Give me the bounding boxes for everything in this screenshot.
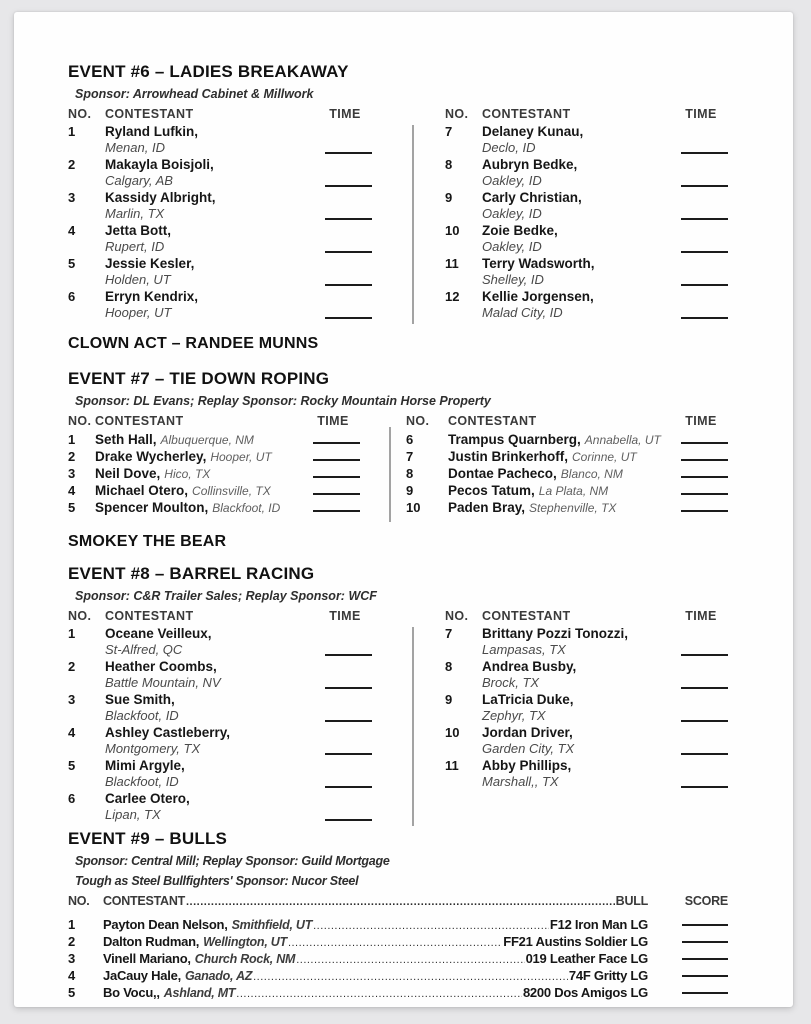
roster-row bbox=[68, 289, 372, 322]
contestant-city: Wellington, UT bbox=[203, 935, 287, 949]
roster-row bbox=[406, 482, 728, 499]
roster-columns bbox=[68, 413, 728, 516]
contestant-number: 4 bbox=[68, 223, 76, 238]
contestant-name: Jordan Driver, bbox=[482, 725, 573, 740]
contestant-city: Blackfoot, ID bbox=[212, 501, 281, 515]
event-title: EVENT #6 – LADIES BREAKAWAY bbox=[68, 62, 349, 81]
contestant-name: Brittany Pozzi Tonozzi, bbox=[482, 626, 628, 641]
time-blank bbox=[325, 251, 372, 253]
dot-leader bbox=[253, 971, 568, 983]
header-time: TIME bbox=[329, 107, 361, 121]
roster-row bbox=[68, 448, 360, 465]
contestant-city: Marshall,, TX bbox=[482, 774, 559, 789]
header-contestant: CONTESTANT bbox=[105, 107, 194, 121]
contestant-number: 8 bbox=[406, 466, 414, 481]
time-blank bbox=[325, 753, 372, 755]
contestant-name: Terry Wadsworth, bbox=[482, 256, 595, 271]
time-blank bbox=[325, 786, 372, 788]
roster-row bbox=[68, 758, 372, 791]
header-no: NO. bbox=[406, 414, 430, 428]
column-divider bbox=[389, 427, 391, 522]
time-blank bbox=[681, 493, 728, 495]
contestant-city: Ashland, MT bbox=[163, 986, 236, 1000]
contestant-number: 1 bbox=[68, 432, 76, 447]
contestant-name: Drake Wycherley, bbox=[95, 449, 207, 464]
event-section bbox=[68, 563, 745, 824]
contestant-name: Justin Brinkerhoff, bbox=[448, 449, 569, 464]
time-blank bbox=[325, 317, 372, 319]
contestant-city: Lampasas, TX bbox=[482, 642, 566, 657]
time-blank bbox=[681, 442, 728, 444]
event-section bbox=[68, 61, 745, 322]
sponsor-line: Sponsor: DL Evans; Replay Sponsor: Rocky Mountain Horse Property bbox=[75, 394, 491, 408]
roster-row bbox=[68, 256, 372, 289]
header-time: TIME bbox=[685, 609, 717, 623]
contestant-city: Hooper, UT bbox=[105, 305, 172, 320]
contestant-city: St-Alfred, QC bbox=[105, 642, 183, 657]
contestant-city: Hico, TX bbox=[164, 467, 211, 481]
time-blank bbox=[325, 185, 372, 187]
contestant-city: Oakley, ID bbox=[482, 173, 542, 188]
sponsor-line: Sponsor: C&R Trailer Sales; Replay Sponsor: WCF bbox=[75, 589, 377, 603]
contestant-name: Trampus Quarnberg, bbox=[448, 432, 581, 447]
contestant-name: JaCauy Hale, bbox=[103, 968, 181, 983]
contestant-name: Zoie Bedke, bbox=[482, 223, 558, 238]
contestant-number: 3 bbox=[68, 951, 75, 966]
contestant-number: 3 bbox=[68, 692, 76, 707]
score-blank bbox=[682, 975, 728, 977]
time-blank bbox=[681, 720, 728, 722]
time-blank bbox=[681, 654, 728, 656]
roster-column bbox=[445, 608, 728, 824]
contestant-city: Annabella, UT bbox=[584, 433, 661, 447]
sponsor-line: Sponsor: Central Mill; Replay Sponsor: Guild Mortgage bbox=[75, 854, 390, 868]
contestant-name: Seth Hall, bbox=[95, 432, 157, 447]
roster-row bbox=[445, 758, 728, 791]
event-title: EVENT #7 – TIE DOWN ROPING bbox=[68, 369, 330, 388]
score-blank bbox=[682, 941, 728, 943]
contestant-number: 5 bbox=[68, 758, 76, 773]
column-divider bbox=[412, 627, 414, 826]
contestant-city: Smithfield, UT bbox=[231, 918, 313, 932]
roster-column bbox=[68, 106, 372, 322]
time-blank bbox=[681, 152, 728, 154]
contestant-city: Zephyr, TX bbox=[482, 708, 546, 723]
contestant-name: Heather Coombs, bbox=[105, 659, 217, 674]
roster-row bbox=[406, 448, 728, 465]
sponsor-line: Sponsor: Arrowhead Cabinet & Millwork bbox=[75, 87, 314, 101]
contestant-name: Dalton Rudman, bbox=[103, 934, 200, 949]
score-column bbox=[648, 963, 745, 980]
time-blank bbox=[325, 654, 372, 656]
roster-row bbox=[445, 692, 728, 725]
contestant-name: Bo Vocu,, bbox=[103, 985, 160, 1000]
contestant-city: Holden, UT bbox=[105, 272, 171, 287]
contestant-city: Ganado, AZ bbox=[184, 969, 253, 983]
bull-name: F12 Iron Man LG bbox=[549, 917, 648, 932]
contestant-number: 10 bbox=[445, 223, 460, 238]
event-title: EVENT #9 – BULLS bbox=[68, 829, 228, 848]
contestant-city: Malad City, ID bbox=[482, 305, 563, 320]
contestant-number: 7 bbox=[445, 626, 453, 641]
contestant-name: Paden Bray, bbox=[448, 500, 526, 515]
header-contestant: CONTESTANT bbox=[105, 609, 194, 623]
roster-row bbox=[406, 499, 728, 516]
contestant-name: Payton Dean Nelson, bbox=[103, 917, 228, 932]
roster-row bbox=[68, 912, 745, 932]
dot-leader bbox=[296, 954, 524, 966]
time-blank bbox=[325, 218, 372, 220]
contestant-name: Kellie Jorgensen, bbox=[482, 289, 594, 304]
contestant-number: 12 bbox=[445, 289, 460, 304]
roster-header bbox=[68, 608, 372, 624]
time-blank bbox=[681, 185, 728, 187]
time-blank bbox=[681, 753, 728, 755]
roster-header bbox=[445, 608, 728, 624]
contestant-number: 9 bbox=[406, 483, 414, 498]
roster-row bbox=[68, 223, 372, 256]
contestant-number: 5 bbox=[68, 256, 76, 271]
header-time: TIME bbox=[685, 414, 717, 428]
contestant-city: Blackfoot, ID bbox=[105, 774, 179, 789]
roster-row bbox=[68, 190, 372, 223]
contestant-number: 8 bbox=[445, 157, 453, 172]
time-blank bbox=[681, 476, 728, 478]
time-blank bbox=[325, 284, 372, 286]
time-blank bbox=[681, 786, 728, 788]
contestant-name: Makayla Boisjoli, bbox=[105, 157, 214, 172]
roster-row bbox=[445, 659, 728, 692]
contestant-city: Brock, TX bbox=[482, 675, 540, 690]
contestant-number: 4 bbox=[68, 725, 76, 740]
time-blank bbox=[681, 284, 728, 286]
contestant-city: Stephenville, TX bbox=[529, 501, 617, 515]
contestant-name: Spencer Moulton, bbox=[95, 500, 209, 515]
contestant-name: Neil Dove, bbox=[95, 466, 161, 481]
contestant-number: 2 bbox=[68, 659, 76, 674]
sponsor-line: Tough as Steel Bullfighters' Sponsor: Nucor Steel bbox=[75, 874, 359, 888]
time-blank bbox=[681, 317, 728, 319]
roster-header bbox=[445, 106, 728, 122]
score-blank bbox=[682, 992, 728, 994]
contestant-name: Pecos Tatum, bbox=[448, 483, 535, 498]
header-score: SCORE bbox=[684, 894, 728, 908]
roster-row bbox=[68, 791, 372, 824]
bull-name: 74F Gritty LG bbox=[568, 968, 648, 983]
roster-row bbox=[68, 431, 360, 448]
contestant-name: Oceane Veilleux, bbox=[105, 626, 212, 641]
roster-row bbox=[406, 431, 728, 448]
contestant-city: Menan, ID bbox=[105, 140, 165, 155]
roster-row bbox=[445, 626, 728, 659]
roster-row bbox=[445, 190, 728, 223]
event-title: EVENT #8 – BARREL RACING bbox=[68, 564, 315, 583]
contestant-number: 4 bbox=[68, 483, 76, 498]
roster-row bbox=[68, 725, 372, 758]
contestant-number: 6 bbox=[68, 791, 76, 806]
contestant-number: 3 bbox=[68, 466, 76, 481]
time-blank bbox=[313, 476, 360, 478]
header-no: NO. bbox=[68, 894, 90, 908]
roster-header bbox=[68, 106, 372, 122]
contestant-name: Aubryn Bedke, bbox=[482, 157, 578, 172]
roster-row bbox=[445, 223, 728, 256]
event-section bbox=[68, 828, 745, 1000]
score-column bbox=[648, 929, 745, 946]
contestant-city: Garden City, TX bbox=[482, 741, 575, 756]
contestant-number: 1 bbox=[68, 626, 76, 641]
time-blank bbox=[681, 510, 728, 512]
contestant-city: Shelley, ID bbox=[482, 272, 544, 287]
contestant-number: 6 bbox=[68, 289, 76, 304]
bull-name: 8200 Dos Amigos LG bbox=[522, 985, 648, 1000]
contestant-city: Montgomery, TX bbox=[105, 741, 201, 756]
contestant-number: 10 bbox=[406, 500, 421, 515]
contestant-number: 6 bbox=[406, 432, 414, 447]
roster-row bbox=[68, 659, 372, 692]
bull-name: FF21 Austins Soldier LG bbox=[503, 934, 648, 949]
contestant-city: Blackfoot, ID bbox=[105, 708, 179, 723]
header-bull: BULL bbox=[615, 894, 648, 908]
header-no: NO. bbox=[68, 107, 92, 121]
roster-row bbox=[445, 124, 728, 157]
roster-row bbox=[445, 256, 728, 289]
contestant-name: Mimi Argyle, bbox=[105, 758, 185, 773]
contestant-name: Carly Christian, bbox=[482, 190, 582, 205]
header-time: TIME bbox=[329, 609, 361, 623]
contestant-name: Ryland Lufkin, bbox=[105, 124, 199, 139]
time-blank bbox=[313, 459, 360, 461]
header-contestant: CONTESTANT bbox=[448, 414, 537, 428]
contestant-city: Blanco, NM bbox=[560, 467, 623, 481]
contestant-number: 8 bbox=[445, 659, 453, 674]
contestant-name: Abby Phillips, bbox=[482, 758, 572, 773]
time-blank bbox=[681, 459, 728, 461]
time-blank bbox=[681, 218, 728, 220]
contestant-name: LaTricia Duke, bbox=[482, 692, 574, 707]
time-blank bbox=[325, 720, 372, 722]
contestant-city: Oakley, ID bbox=[482, 206, 542, 221]
event-section bbox=[68, 368, 745, 516]
contestant-number: 4 bbox=[68, 968, 75, 983]
roster-column bbox=[68, 413, 360, 516]
contestant-city: Rupert, ID bbox=[105, 239, 165, 254]
contestant-number: 3 bbox=[68, 190, 76, 205]
document-page bbox=[14, 12, 793, 1007]
header-no: NO. bbox=[445, 609, 469, 623]
contestant-city: Lipan, TX bbox=[105, 807, 161, 822]
header-no: NO. bbox=[68, 414, 92, 428]
roster-row bbox=[406, 465, 728, 482]
roster-column bbox=[406, 413, 728, 516]
time-blank bbox=[681, 251, 728, 253]
time-blank bbox=[681, 687, 728, 689]
dot-leader bbox=[288, 937, 502, 949]
roster-column bbox=[68, 608, 372, 824]
score-blank bbox=[682, 958, 728, 960]
time-blank bbox=[313, 510, 360, 512]
time-blank bbox=[313, 493, 360, 495]
contestant-number: 2 bbox=[68, 157, 76, 172]
roster-header bbox=[68, 893, 745, 910]
dot-leader bbox=[236, 988, 522, 1000]
contestant-number: 1 bbox=[68, 917, 75, 932]
header-time: TIME bbox=[317, 414, 349, 428]
roster-row bbox=[445, 157, 728, 190]
header-contestant: CONTESTANT bbox=[482, 609, 571, 623]
column-divider bbox=[412, 125, 414, 324]
contestant-name: Delaney Kunau, bbox=[482, 124, 584, 139]
contestant-name: Erryn Kendrix, bbox=[105, 289, 199, 304]
roster-row bbox=[445, 725, 728, 758]
contestant-number: 10 bbox=[445, 725, 460, 740]
roster-row bbox=[68, 465, 360, 482]
header-contestant: CONTESTANT bbox=[95, 414, 184, 428]
contestant-number: 7 bbox=[445, 124, 453, 139]
contestant-number: 5 bbox=[68, 500, 76, 515]
header-contestant: CONTESTANT bbox=[103, 894, 185, 908]
score-column bbox=[648, 946, 745, 963]
contestant-city: Marlin, TX bbox=[105, 206, 165, 221]
roster-row bbox=[445, 289, 728, 322]
roster-row bbox=[68, 124, 372, 157]
contestant-city: Church Rock, NM bbox=[194, 952, 296, 966]
contestant-city: Collinsville, TX bbox=[192, 484, 271, 498]
contestant-name: Andrea Busby, bbox=[482, 659, 577, 674]
contestant-name: Michael Otero, bbox=[95, 483, 189, 498]
contestant-number: 9 bbox=[445, 190, 453, 205]
header-time: TIME bbox=[685, 107, 717, 121]
contestant-city: Oakley, ID bbox=[482, 239, 542, 254]
roster-columns bbox=[68, 106, 728, 322]
contestant-number: 2 bbox=[68, 934, 75, 949]
roster-row bbox=[68, 482, 360, 499]
contestant-city: Declo, ID bbox=[482, 140, 536, 155]
dot-leader bbox=[186, 894, 615, 910]
bull-name: 019 Leather Face LG bbox=[525, 951, 648, 966]
contestant-number: 1 bbox=[68, 124, 76, 139]
contestant-name: Jetta Bott, bbox=[105, 223, 172, 238]
score-blank bbox=[682, 924, 728, 926]
contestant-number: 11 bbox=[445, 256, 459, 271]
roster-column bbox=[445, 106, 728, 322]
header-no: NO. bbox=[445, 107, 469, 121]
header-contestant: CONTESTANT bbox=[482, 107, 571, 121]
contestant-number: 7 bbox=[406, 449, 414, 464]
contestant-city: Albuquerque, NM bbox=[160, 433, 254, 447]
roster-header bbox=[406, 413, 728, 429]
contestant-city: Battle Mountain, NV bbox=[105, 675, 221, 690]
dot-leader bbox=[313, 920, 549, 932]
contestant-city: La Plata, NM bbox=[538, 484, 609, 498]
time-blank bbox=[325, 819, 372, 821]
contestant-name: Carlee Otero, bbox=[105, 791, 190, 806]
score-column bbox=[648, 912, 745, 929]
time-blank bbox=[325, 687, 372, 689]
contestant-number: 5 bbox=[68, 985, 75, 1000]
roster-header bbox=[68, 413, 360, 429]
contestant-city: Corinne, UT bbox=[572, 450, 637, 464]
time-blank bbox=[313, 442, 360, 444]
roster-row bbox=[68, 692, 372, 725]
score-column bbox=[648, 980, 745, 997]
roster-columns bbox=[68, 608, 728, 824]
contestant-name: Jessie Kesler, bbox=[105, 256, 195, 271]
contestant-city: Hooper, UT bbox=[210, 450, 272, 464]
act-heading: CLOWN ACT – RANDEE MUNNS bbox=[68, 335, 319, 352]
time-blank bbox=[325, 152, 372, 154]
contestant-name: Vinell Mariano, bbox=[103, 951, 191, 966]
contestant-city: Calgary, AB bbox=[105, 173, 173, 188]
contestant-number: 11 bbox=[445, 758, 459, 773]
contestant-number: 9 bbox=[445, 692, 453, 707]
act-heading: SMOKEY THE BEAR bbox=[68, 533, 227, 550]
header-no: NO. bbox=[68, 609, 92, 623]
document-content bbox=[14, 12, 793, 1000]
contestant-name: Dontae Pacheco, bbox=[448, 466, 557, 481]
contestant-name: Sue Smith, bbox=[105, 692, 175, 707]
contestant-number: 2 bbox=[68, 449, 76, 464]
roster-row bbox=[68, 626, 372, 659]
roster-row bbox=[68, 157, 372, 190]
contestant-name: Ashley Castleberry, bbox=[105, 725, 231, 740]
roster-row bbox=[68, 499, 360, 516]
contestant-name: Kassidy Albright, bbox=[105, 190, 216, 205]
